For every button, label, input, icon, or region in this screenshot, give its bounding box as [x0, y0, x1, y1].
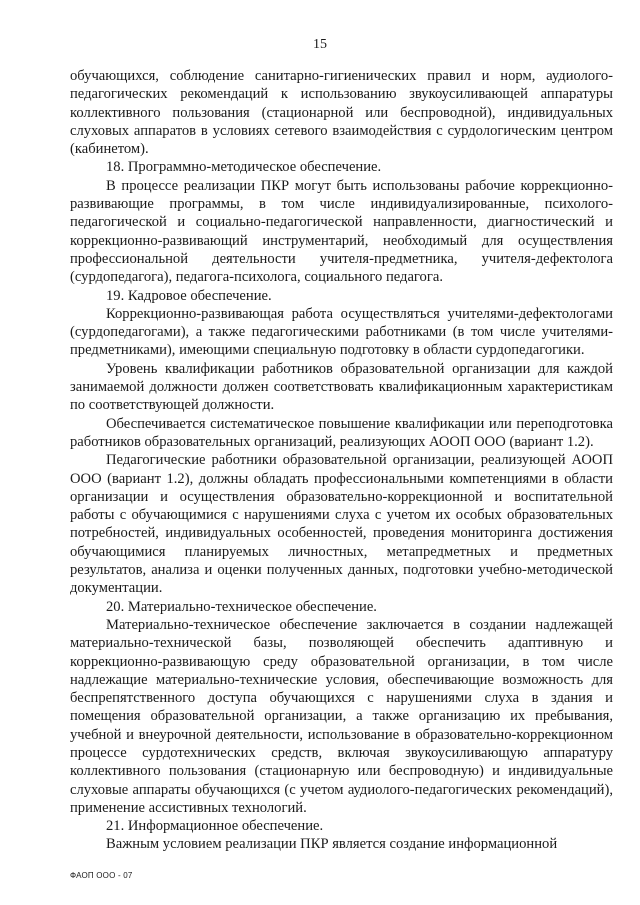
- section-heading-20: 20. Материально-техническое обеспечение.: [106, 598, 377, 615]
- page-footer: ФАОП ООО - 07: [70, 871, 133, 880]
- paragraph: Педагогические работники образовательной организации, реализующей АООП ООО (вариант 1.2), должны обладать профессиональными компетенциями в области организации и осуществления образовательно-коррекционной и воспитательной работы с обучающимися с нарушениями слуха с учетом их особых образовательных потребностей, индивидуальных особенностей, проведения мониторинга достижения обучающимися планируемых личностных, метапредметных и предметных результатов, анализа и оценки полученных данных, подготовки учебно-методической документации.: [70, 452, 613, 597]
- paragraph: Материально-техническое обеспечение заключается в создании надлежащей материально-технической базы, позволяющей обеспечить адаптивную и коррекционно-развивающую среду образовательной организации, в том числе надлежащие материально-технические условия, обеспечивающие возможность для беспрепятственного доступа обучающихся с нарушениями слуха в здания и помещения образовательной организации, а также организацию их пребывания, учебной и внеурочной деятельности, использование в образовательно-коррекционном процессе сурдотехнических средств, включая звукоусиливающую аппаратуру коллективного пользования (стационарную или беспроводную) и индивидуальные слуховые аппараты обучающихся (с учетом аудиолого-педагогических рекомендаций), применение ассистивных технологий.: [70, 616, 613, 816]
- page-number: 15: [313, 37, 327, 52]
- document-body: [70, 67, 613, 854]
- section-heading-19: 19. Кадровое обеспечение.: [106, 287, 272, 304]
- paragraph: В процессе реализации ПКР могут быть использованы рабочие коррекционно-развивающие программы, в том числе индивидуализированные, психолого-педагогической и социально-педагогической направленности, диагностический и коррекционно-развивающий инструментарий, необходимый для осуществления профессиональной деятельности учителя-предметника, учителя-дефектолога (сурдопедагога), педагога-психолога, социального педагога.: [70, 177, 613, 286]
- paragraph: обучающихся, соблюдение санитарно-гигиенических правил и норм, аудиолого-педагогических рекомендаций к использованию звукоусиливающей аппаратуры коллективного пользования (стационарной или беспроводной), индивидуальных слуховых аппаратов в условиях сетевого взаимодействия с сурдологическим центром (кабинетом).: [70, 68, 613, 158]
- paragraph: Обеспечивается систематическое повышение квалификации или переподготовка работников образовательных организаций, реализующих АООП ООО (вариант 1.2).: [70, 415, 613, 450]
- section-heading-21: 21. Информационное обеспечение.: [106, 818, 324, 835]
- paragraph: Коррекционно-развивающая работа осуществляться учителями-дефектологами (сурдопедагогами), а также педагогическими работниками (в том числе учителями-предметниками), имеющими специальную подготовку в области сурдопедагогики.: [70, 305, 613, 359]
- section-heading-18: 18. Программно-методическое обеспечение.: [106, 159, 382, 176]
- paragraph: Уровень квалификации работников образовательной организации для каждой занимаемой должности должен соответствовать квалификационным характеристикам по соответствующей должности.: [70, 360, 613, 414]
- paragraph: Важным условием реализации ПКР является создание информационной: [106, 836, 558, 853]
